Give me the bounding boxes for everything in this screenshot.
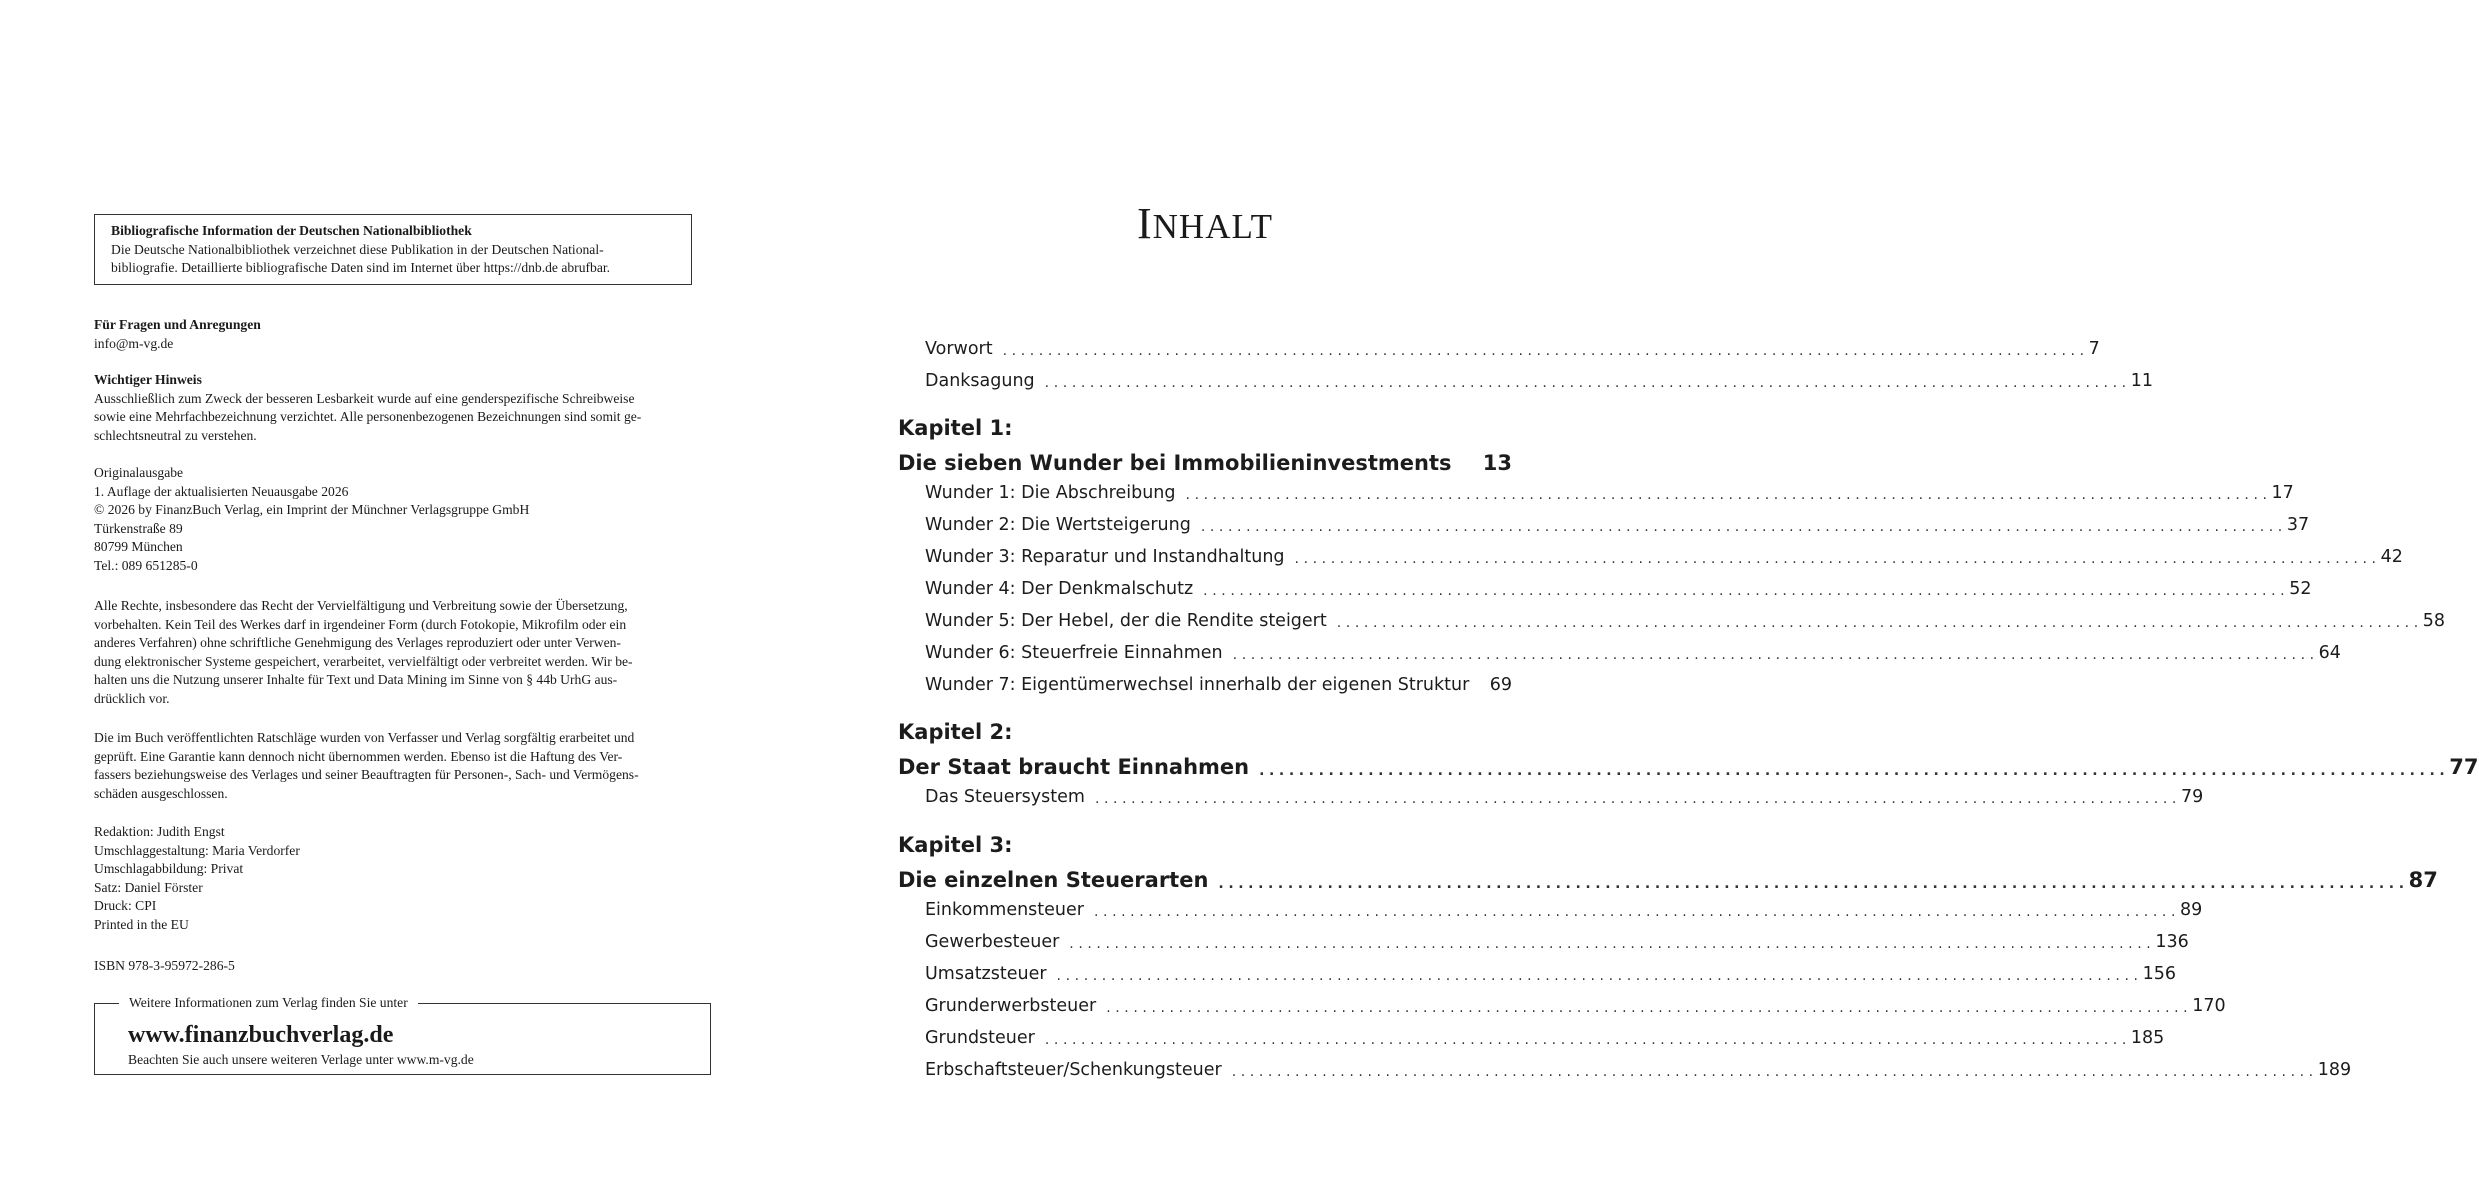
bibliographic-info-line: Die Deutsche Nationalbibliothek verzeichnet diese Publikation in der Deutschen National- [111, 241, 604, 257]
credits-line: Redaktion: Judith Engst [94, 824, 225, 839]
chapter-page: 13 [1482, 451, 1512, 475]
leader-dots: ........................................................................................................................ [1069, 936, 2156, 952]
toc-entry-page: 185 [2130, 1028, 2165, 1048]
bibliographic-info-title: Bibliografische Information der Deutschen Nationalbibliothek [111, 223, 472, 238]
liability-line: geprüft. Eine Garantie kann dennoch nicht übernommen werden. Ebenso ist die Haftung des Ver- [94, 748, 623, 764]
toc-entry-page: 37 [2286, 515, 2310, 535]
leader-dots: ........................................................................................................................ [1294, 551, 2381, 567]
toc-entry-label: Wunder 6: Steuerfreie Einnahmen [898, 643, 1233, 663]
contact-email: info@m-vg.de [94, 335, 174, 351]
toc-entry-page: 79 [2180, 787, 2204, 807]
toc-entry[interactable] [898, 667, 1512, 695]
leader-dots: ........................................................................................................................ [1002, 343, 2089, 359]
leader-dots: ........................................................................................................................ [1106, 1000, 2193, 1016]
liability-section [94, 729, 711, 803]
chapter-number: Kapitel 1: [898, 416, 1013, 440]
leader-dots: ........................................................................................................................ [1231, 1064, 2318, 1080]
leader-dots: ........................................................................................................................ [1200, 519, 2287, 535]
toc-entry[interactable] [898, 571, 2312, 599]
toc-entry-page: 156 [2142, 964, 2176, 984]
leader-dots: ........................................................................................................................ [1056, 968, 2143, 984]
leader-dots: ........................................................................................................................ [1218, 876, 2409, 892]
toc-entry-label: Wunder 4: Der Denkmalschutz [898, 579, 1203, 599]
edition-line: Originalausgabe [94, 465, 184, 480]
toc-entry-page: 42 [2380, 547, 2403, 567]
rights-line: drücklich vor. [94, 690, 170, 706]
toc-entry[interactable] [898, 1052, 2352, 1080]
credits-line: Umschlaggestaltung: Maria Verdorfer [94, 842, 300, 858]
toc-entry-page: 189 [2317, 1060, 2352, 1080]
toc-title-initial: I [1136, 199, 1153, 248]
toc-entry[interactable] [898, 507, 2310, 535]
notice-line: sowie eine Mehrfachbezeichnung verzichtet. Alle personenbezogenen Bezeichnungen sind somit ge- [94, 409, 642, 425]
rights-section [94, 597, 711, 709]
rights-line: dung elektronischer Systeme gespeichert, verarbeitet, vervielfältigt oder verbreitet werden. Wir be- [94, 653, 633, 669]
liability-line: Die im Buch veröffentlichten Ratschläge wurden von Verfasser und Verlag sorgfältig erarbeitet und [94, 730, 635, 745]
credits-line: Umschlagabbildung: Privat [94, 861, 244, 877]
edition-line: 80799 München [94, 539, 183, 555]
chapter-title: Der Staat braucht Einnahmen [898, 755, 1259, 779]
chapter-number: Kapitel 3: [898, 833, 1013, 857]
leader-dots: ........................................................................................................................ [1094, 791, 2181, 807]
isbn: ISBN 978-3-95972-286-5 [94, 958, 235, 973]
toc-entry[interactable] [898, 475, 2294, 503]
toc-entry-label: Das Steuersystem [898, 787, 1095, 807]
toc-title-rest: NHALT [1152, 207, 1274, 246]
toc-entry[interactable] [898, 779, 2204, 807]
toc-entry-page: 17 [2271, 483, 2294, 503]
liability-line: schäden ausgeschlossen. [94, 785, 228, 801]
toc-entry-label: Grunderwerbsteuer [898, 996, 1106, 1016]
bibliographic-info-box [94, 214, 692, 285]
toc-entry[interactable] [898, 363, 2153, 391]
notice-section [94, 371, 711, 445]
web-box-note: Beachten Sie auch unsere weiteren Verlage unter www.m-vg.de [128, 1052, 474, 1067]
toc-entry[interactable] [898, 331, 2100, 359]
rights-line: Alle Rechte, insbesondere das Recht der Vervielfältigung und Verbreitung sowie der Übersetzung, [94, 598, 628, 613]
toc-chapter-entry[interactable] [898, 860, 2438, 892]
toc-entry[interactable] [898, 988, 2226, 1016]
credits-line: Printed in the EU [94, 916, 189, 932]
toc-chapter-entry[interactable] [898, 443, 1512, 475]
credits-section [94, 823, 711, 935]
toc-title [898, 194, 1512, 257]
toc-entry-page: 64 [2318, 643, 2341, 663]
toc-entry-label: Umsatzsteuer [898, 964, 1057, 984]
leader-dots: ........................................................................................................................ [1093, 904, 2181, 920]
toc-entry[interactable] [898, 635, 2341, 663]
chapter-title: Die einzelnen Steuerarten [898, 868, 1218, 892]
toc-entry[interactable] [898, 956, 2176, 984]
credits-line: Druck: CPI [94, 898, 157, 914]
notice-heading: Wichtiger Hinweis [94, 372, 202, 387]
contact-section [94, 316, 711, 353]
chapter-title: Die sieben Wunder bei Immobilieninvestments [898, 451, 1462, 475]
toc-entry-label: Einkommensteuer [898, 900, 1094, 920]
toc-entry[interactable] [898, 1020, 2165, 1048]
toc-entry-page: 52 [2289, 579, 2312, 599]
leader-dots: ........................................................................................................................ [1044, 375, 2131, 391]
chapter-number: Kapitel 2: [898, 720, 1013, 744]
edition-section [94, 464, 711, 576]
toc-entry-label: Erbschaftsteuer/Schenkungsteuer [898, 1060, 1232, 1080]
web-box-legend: Weitere Informationen zum Verlag finden Sie unter [119, 993, 418, 1013]
leader-dots: ........................................................................................................................ [1336, 615, 2423, 631]
leader-dots: ........................................................................................................................ [1203, 583, 2290, 599]
rights-line: halten uns die Nutzung unserer Inhalte für Text und Data Mining im Sinne von § 44b UrhG aus- [94, 672, 618, 688]
toc-entry-page: 136 [2155, 932, 2189, 952]
leader-dots: ........................................................................................................................ [1044, 1032, 2131, 1048]
chapter-page: 77 [2449, 755, 2479, 779]
bibliographic-info-line: bibliografie. Detaillierte bibliografische Daten sind im Internet über https://dnb.de abrufbar. [111, 260, 611, 276]
chapter-page: 87 [2408, 868, 2438, 892]
toc-entry-label: Gewerbesteuer [898, 932, 1069, 952]
toc-entry-label: Wunder 1: Die Abschreibung [898, 483, 1186, 503]
contact-heading: Für Fragen und Anregungen [94, 317, 261, 332]
toc-entry-page: 11 [2130, 371, 2153, 391]
toc-entry[interactable] [898, 924, 2189, 952]
toc-entry-label: Wunder 3: Reparatur und Instandhaltung [898, 547, 1295, 567]
toc-entry-page: 7 [2088, 339, 2100, 359]
toc-entry-page: 58 [2422, 611, 2446, 631]
toc-entry-label: Grundsteuer [898, 1028, 1045, 1048]
toc-chapter-entry[interactable] [898, 747, 2479, 779]
toc-entry-label: Danksagung [898, 371, 1045, 391]
edition-line: 1. Auflage der aktualisierten Neuausgabe 2026 [94, 483, 349, 499]
toc-entry-label: Wunder 7: Eigentümerwechsel innerhalb der eigenen Struktur [898, 675, 1479, 695]
edition-line: Türkenstraße 89 [94, 520, 183, 536]
toc-entry-label: Wunder 2: Die Wertsteigerung [898, 515, 1201, 535]
toc-entry[interactable] [898, 892, 2203, 920]
toc-entry-page: 170 [2192, 996, 2226, 1016]
publisher-web-box [94, 995, 711, 1075]
leader-dots: ........................................................................................................................ [1185, 487, 2272, 503]
edition-line: Tel.: 089 651285-0 [94, 557, 198, 573]
toc-entry[interactable] [898, 539, 2403, 567]
rights-line: anderes Verfahren) ohne schriftliche Genehmigung des Verlages reproduziert oder unter Verwen- [94, 635, 621, 651]
toc-entry-page: 89 [2180, 900, 2203, 920]
rights-line: vorbehalten. Kein Teil des Werkes darf in irgendeiner Form (durch Fotokopie, Mikrofilm oder ein [94, 616, 627, 632]
toc-entry-label: Wunder 5: Der Hebel, der die Rendite steigert [898, 611, 1337, 631]
toc-entry-label: Vorwort [898, 339, 1003, 359]
notice-line: schlechtsneutral zu verstehen. [94, 427, 257, 443]
publisher-website-link[interactable]: www.finanzbuchverlag.de [128, 1022, 394, 1048]
liability-line: fassers beziehungsweise des Verlages und seiner Beauftragten für Personen-, Sach- und Vermögens- [94, 767, 639, 783]
credits-line: Satz: Daniel Förster [94, 879, 203, 895]
leader-dots: ........................................................................................................................ [1232, 647, 2319, 663]
notice-line: Ausschließlich zum Zweck der besseren Lesbarkeit wurde auf eine genderspezifische Schreibweise [94, 390, 635, 406]
toc-entry-page: 69 [1489, 675, 1512, 695]
toc-entry[interactable] [898, 603, 2446, 631]
edition-line: © 2026 by FinanzBuch Verlag, ein Imprint der Münchner Verlagsgruppe GmbH [94, 502, 530, 518]
leader-dots: ........................................................................................................................ [1259, 763, 2450, 779]
